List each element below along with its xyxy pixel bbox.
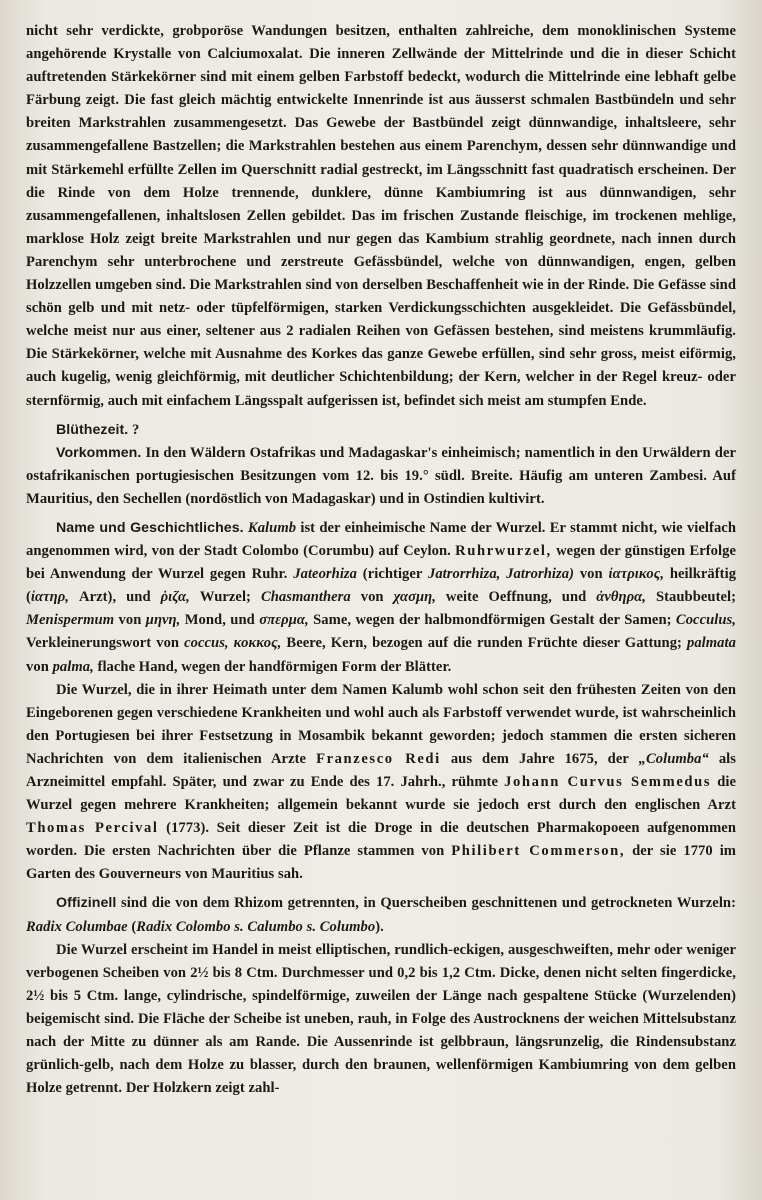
- name-greek: ἰατρικος,: [608, 566, 665, 583]
- bluethezeit-heading: Blüthezeit.: [56, 421, 129, 438]
- name-greek: μηνη,: [145, 612, 181, 629]
- name-text: von: [26, 658, 49, 675]
- name-term-kalumb: Kalumb: [247, 519, 297, 536]
- name-text: flache Hand, wegen der handförmigen Form der Blätter.: [97, 658, 452, 675]
- history-text: der sie 1770 im Garten des Gouverneurs von Mauritius sah.: [26, 843, 737, 883]
- name-greek: σπερμα,: [259, 612, 309, 629]
- term-radix-synonyms: Radix Colombo s. Calumbo s. Columbo: [136, 918, 376, 935]
- name-greek: ἰατηρ,: [30, 589, 70, 606]
- vorkommen-text: In den Wäldern Ostafrikas und Madagaskar's einheimisch; namentlich in den Urwäldern der ostafrikanischen portugiesischen Besitzungen vom 12. bis 19.° südl. Breite. Häufig am unteren Zambesi. Auf Mauritius, den Sechellen (nordöstlich von Madagaskar) und in Ostindien kultivirt.: [26, 444, 736, 507]
- name-text: Arzt), und: [78, 589, 151, 606]
- name-text: Mond, und: [184, 612, 255, 629]
- name-paragraph: [26, 517, 736, 679]
- name-heading: Name und Geschichtliches.: [56, 519, 244, 536]
- name-greek: ἀνθηρα,: [596, 589, 646, 606]
- offizinell-text: ).: [375, 918, 384, 935]
- name-text: von: [118, 612, 142, 629]
- name-term-jatrorrhiza: Jatrorrhiza, Jatrorhiza): [427, 566, 575, 583]
- history-text: aus dem Jahre 1675, der: [450, 750, 629, 767]
- bluethezeit-text: ?: [131, 421, 140, 438]
- name-term-ruhrwurzel: Ruhrwurzel,: [455, 543, 552, 560]
- name-text: von: [360, 589, 384, 606]
- name-term-palmata: palmata: [686, 635, 736, 652]
- name-text: Staubbeutel;: [655, 589, 737, 606]
- name-term-coccus: coccus, κοκκος,: [184, 635, 282, 652]
- offizinell-paragraph: [26, 892, 736, 938]
- description-paragraph: Die Wurzel erscheint im Handel in meist elliptischen, rundlich-eckigen, ausgeschweiften, mehr oder weniger verbogenen Scheiben von 2½ bis 8 Ctm. Durchmesser und 0,2 bis 1,2 Ctm. Dicke, denen nicht selten fingerdicke, 2½ bis 5 Ctm. lange, cylindrische, spindelförmige, zuweilen der Länge nach gespaltene Stücke (Wurzelenden) beigemischt sind. Die Fläche der Scheibe ist uneben, rauh, in Folge des Austrocknens der weichen Mittelsubstanz nach der Mitte zu dünner als am Rande. Die Aussenrinde ist gelbbraun, längsrunzelig, die Rindensubstanz grünlich-gelb, nach dem Holze zu blasser, durch den braunen, wellenförmigen Kambiumring von dem gelben Holze getrennt. Der Holzkern zeigt zahl-: [26, 941, 736, 1097]
- history-text: (1773). Seit dieser Zeit ist die Droge in die deutschen Pharmakopoeen aufgenommen worden. Die ersten Nachrichten über die Pflanze stammen von: [26, 820, 736, 860]
- person-curvus: Johann Curvus Semmedus: [504, 774, 712, 790]
- bluethezeit-paragraph: [26, 419, 736, 442]
- offizinell-text: (: [131, 918, 137, 935]
- name-text: Wurzel;: [199, 589, 251, 606]
- name-greek: ῥιζα,: [160, 589, 190, 606]
- history-text: als Arzneimittel empfahl. Später, und zwar zu Ende des 17. Jahrh., rühmte: [26, 750, 737, 790]
- history-text: Die Wurzel, die in ihrer Heimath unter dem Namen Kalumb wohl schon seit den frühesten Zeiten von den Eingeborenen gegen verschiedene Krankheiten und wohl auch als Farbstoff verwendet wurde, ist wahrscheinlich den Portugiesen bei ihrer Festsetzung in Mosambik bekannt geworden; jedoch stammen die ersten sicheren Nachrichten von dem italienischen Arzte: [26, 681, 736, 767]
- name-text: Verkleinerungswort von: [26, 635, 180, 652]
- history-text: die Wurzel gegen mehrere Krankheiten; allgemein bekannt wurde sie jedoch erst durch den englischen Arzt: [26, 774, 737, 814]
- name-greek: χασμη,: [393, 589, 436, 606]
- person-commerson: Philibert Commerson,: [451, 843, 626, 860]
- name-text: (richtiger: [362, 566, 423, 583]
- term-radix-columbae: Radix Columbae: [26, 918, 128, 935]
- offizinell-text: sind die von dem Rhizom getrennten, in Querscheiben geschnittenen und getrockneten Wurzeln:: [121, 895, 736, 912]
- name-term-jateorhiza: Jateorhiza: [293, 566, 357, 583]
- name-term-cocculus: Cocculus,: [675, 612, 736, 629]
- name-text: wegen der günstigen Erfolge bei Anwendung der Wurzel gegen Ruhr.: [26, 543, 737, 583]
- name-text: Same, wegen der halbmondförmigen Gestalt der Samen;: [313, 612, 672, 629]
- name-text: von: [579, 566, 603, 583]
- name-term-chasmanthera: Chasmanthera: [260, 589, 351, 606]
- name-text: heilkräftig (: [26, 566, 737, 606]
- vorkommen-heading: Vorkommen.: [56, 444, 142, 461]
- person-percival: Thomas Percival: [26, 820, 159, 837]
- name-text: Beere, Kern, bezogen auf die runden Früchte dieser Gattung;: [286, 635, 682, 652]
- name-text: weite Oeffnung, und: [445, 589, 587, 606]
- offizinell-heading: Offizinell: [56, 895, 117, 912]
- term-columba: „Columba“: [638, 750, 709, 767]
- name-text: ist der einheimische Name der Wurzel. Er stammt nicht, wie vielfach angenommen wird, von der Stadt Colombo (Corumbu) auf Ceylon.: [26, 519, 736, 560]
- name-term-palma: palma,: [52, 658, 94, 675]
- history-paragraph: [26, 679, 736, 887]
- person-redi: Franzesco Redi: [316, 750, 441, 767]
- vorkommen-paragraph: [26, 442, 736, 511]
- name-term-menispermum: Menispermum: [26, 612, 115, 629]
- anatomy-paragraph: nicht sehr verdickte, grobporöse Wandungen besitzen, enthalten zahlreiche, dem monoklinischen Systeme angehörende Krystalle von Calciumoxalat. Die inneren Zellwände der Mittelrinde und die in dieser Schicht auftretenden Stärkekörner sind mit einem gelben Farbstoff bedeckt, wodurch die Mittelrinde eine lebhaft gelbe Färbung zeigt. Die fast gleich mächtig entwickelte Innenrinde ist aus äusserst schmalen Bastbündeln und sehr breiten Markstrahlen zusammengesetzt. Das Gewebe der Bastbündel zeigt dünnwandige, inhaltsleere, sehr zusammengefallene Bastzellen; die Markstrahlen bestehen aus einem Parenchym, dessen sehr dünnwandige und mit Stärkemehl erfüllte Zellen im Querschnitt radial gestreckt, im Längsschnitt fast quadratisch erscheinen. Der die Rinde von dem Holze trennende, dunklere, dünne Kambiumring ist aus dünnwandigen, sehr zusammengefallenen, inhaltslosen Zellen gebildet. Das im frischen Zustande fleischige, im trockenen mehlige, marklose Holz zeigt breite Markstrahlen und nur gegen das Kambium strahlig geordnete, nach innen durch Parenchym sehr unterbrochene und zerstreute Gefässbündel, welche von dünnwandigen, engen, gelben Holzzellen umgeben sind. Die Markstrahlen sind von derselben Beschaffenheit wie in der Rinde. Die Gefässe sind schön gelb und mit netz- oder tüpfelförmigen, starken Verdickungsschichten ausgekleidet. Die Gefässbündel, welche meist nur aus einer, seltener aus 2 radialen Reihen von Gefässen bestehen, sind meistens krummläufig. Die Stärkekörner, welche mit Ausnahme des Korkes das ganze Gewebe erfüllen, sind sehr gross, meist eiförmig, auch kugelig, wenig gleichförmig, mit deutlicher Schichtenbildung; der Kern, welcher in der Regel kreuz- oder sternförmig, auch mit einfachem Längsspalt aufgerissen ist, befindet sich meist am stumpfen Ende.: [26, 23, 736, 409]
